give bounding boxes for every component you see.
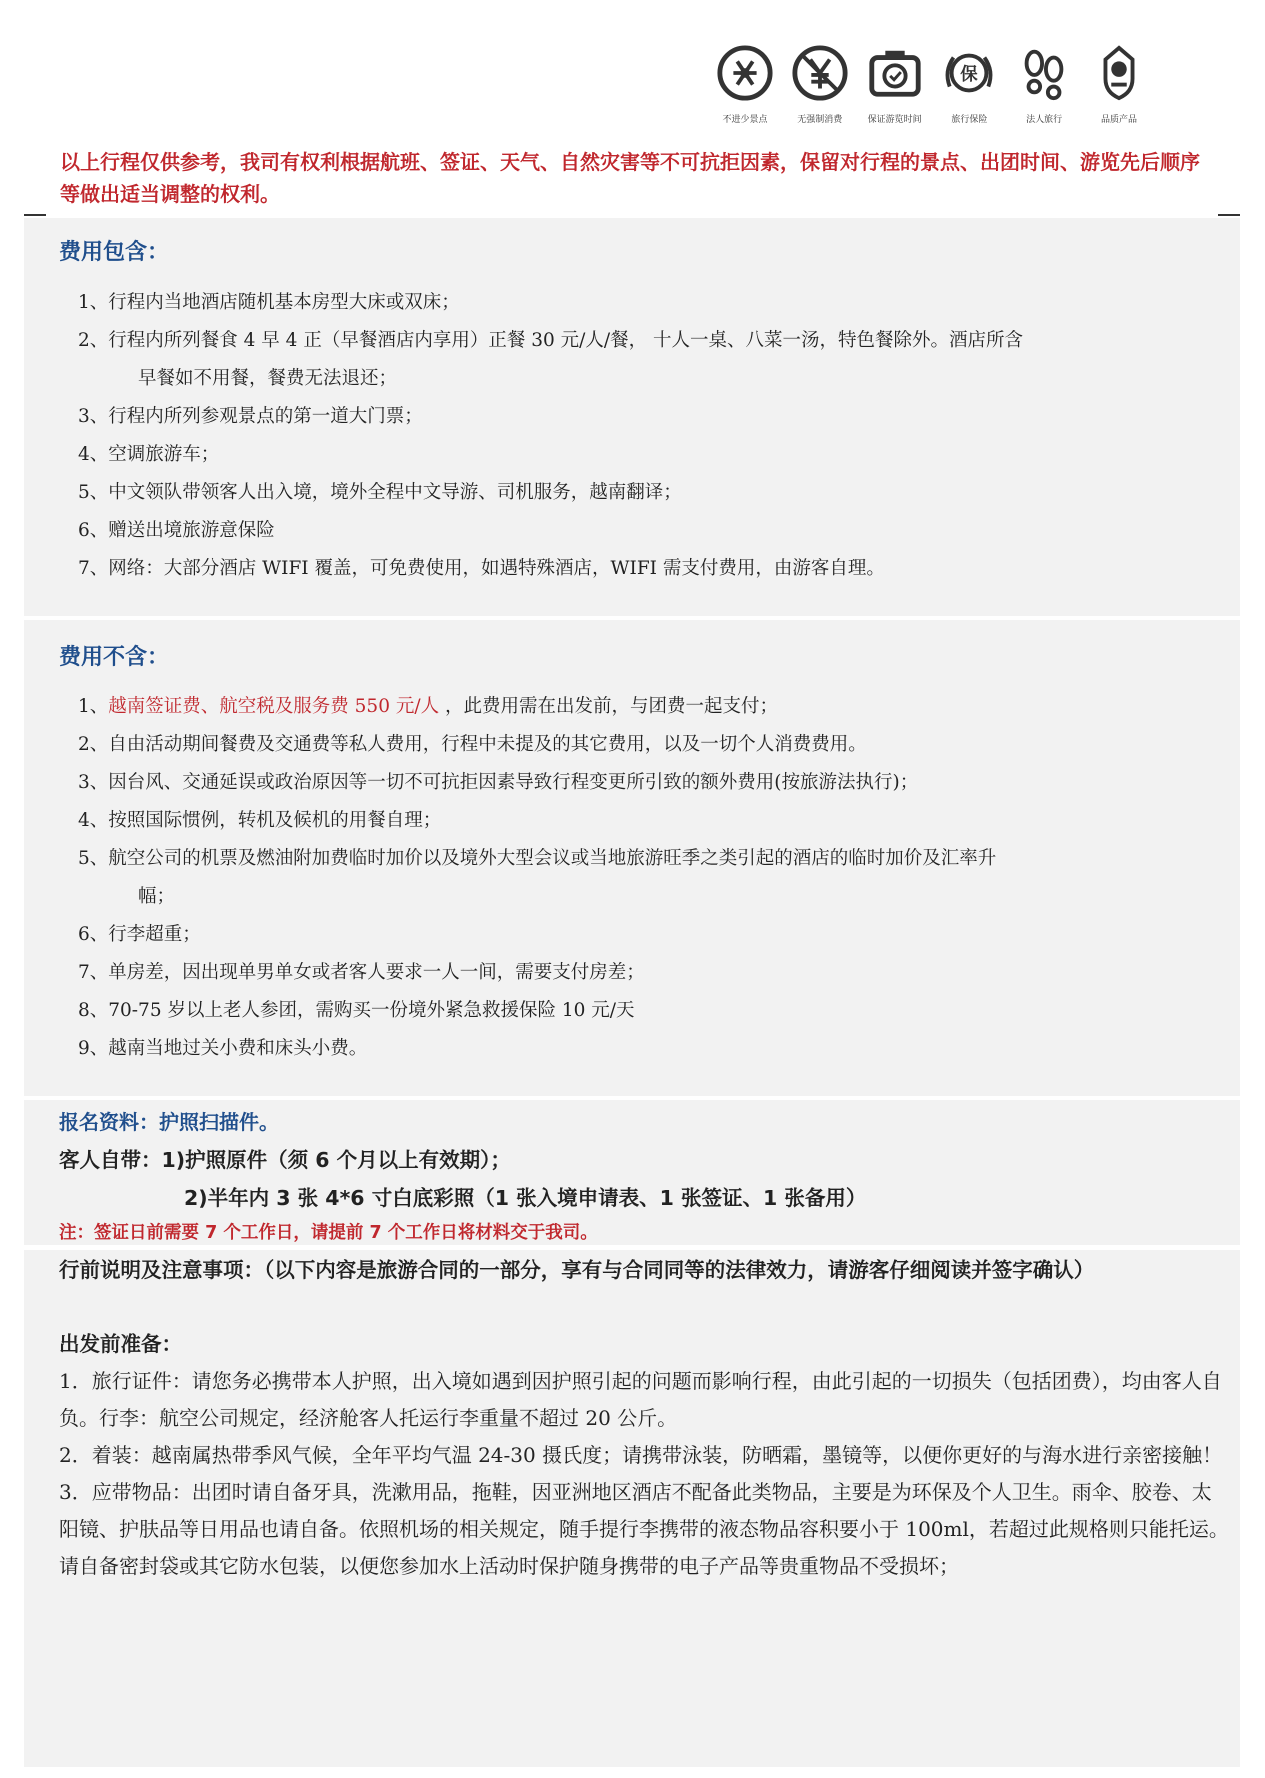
divider-right	[1218, 214, 1240, 216]
list-item: 4、按照国际惯例，转机及候机的用餐自理；	[78, 810, 442, 831]
badge-caption: 旅行保险	[951, 115, 988, 125]
visa-notice: 注：签证日前需要 7 个工作日，请提前 7 个工作日将材料交于我司。	[59, 1223, 598, 1243]
guarantee-camera-icon	[866, 44, 924, 102]
itinerary-disclaimer: 以上行程仅供参考，我司有权利根据航班、签证、天气、自然灾害等不可抗拒因素，保留对行程的景点、出团时间、游览先后顺序等做出适当调整的权利。	[60, 150, 1200, 206]
list-item: 1、行程内当地酒店随机基本房型大床或双床；	[78, 292, 460, 313]
list-item: 7、网络：大部分酒店 WIFI 覆盖，可免费使用，如遇特殊酒店，WIFI 需支付费用，由游客自理。	[78, 558, 885, 579]
list-item: 5、中文领队带领客人出入境，境外全程中文导游、司机服务，越南翻译；	[78, 482, 682, 503]
service-badges	[712, 44, 1152, 134]
paragraph: 2．着装：越南属热带季风气候，全年平均气温 24-30 摄氏度；请携带泳装，防晒霜，墨镜等，以便你更好的与海水进行亲密接触！	[59, 1443, 1223, 1467]
badge-footprints	[1011, 44, 1077, 134]
list-item: 3、行程内所列参观景点的第一道大门票；	[78, 406, 423, 427]
footprints-icon	[1015, 44, 1073, 102]
notes-section	[24, 1250, 1240, 1767]
list-item-text: ，此费用需在出发前，与团费一起支付；	[439, 696, 778, 717]
badge-caption: 品质产品	[1100, 115, 1137, 125]
notes-title: 行前说明及注意事项：（以下内容是旅游合同的一部分，享有与合同同等的法律效力，请游客仔细阅读并签字确认）	[59, 1258, 1095, 1282]
list-item-number: 1、	[78, 696, 109, 717]
self-bring-passport: 客人自带：1)护照原件（须 6 个月以上有效期）；	[59, 1148, 511, 1172]
list-item	[78, 688, 1228, 726]
badge-caption: 无强制消费	[797, 115, 843, 125]
svg-text:保: 保	[960, 64, 979, 85]
badge-caption: 法人旅行	[1026, 115, 1063, 125]
badge-no-shopping	[712, 44, 778, 134]
badge-caption: 不进少景点	[722, 115, 768, 125]
list-item: 3、因台风、交通延误或政治原因等一切不可抗拒因素导致行程变更所引致的额外费用(按旅游法执行)；	[78, 772, 919, 793]
list-item: 早餐如不用餐，餐费无法退还；	[138, 368, 398, 389]
paragraph: 1．旅行证件：请您务必携带本人护照，出入境如遇到因护照引起的问题而影响行程，由此引起的一切损失（包括团费），均由客人自负。行李：航空公司规定，经济舱客人托运行李重量不超过 20 公斤。	[59, 1369, 1222, 1430]
registration-materials: 报名资料：护照扫描件。	[59, 1110, 279, 1134]
registration-section	[24, 1100, 1240, 1245]
excluded-list	[78, 688, 1228, 1068]
list-item: 幅；	[138, 886, 176, 907]
badge-insurance	[936, 44, 1002, 134]
paragraph: 3．应带物品：出团时请自备牙具，洗漱用品，拖鞋，因亚洲地区酒店不配备此类物品，主要是为环保及个人卫生。雨伞、胶卷、太阳镜、护肤品等日用品也请自备。依照机场的相关规定，随手提行李携带的液态物品容积要小于 100ml，若超过此规格则只能托运。请自备密封袋或其它防水包装，以便您参加水上活动时保护随身携带的电子产品等贵重物品不受损坏；	[59, 1480, 1229, 1578]
list-item: 2、行程内所列餐食 4 早 4 正（早餐酒店内享用）正餐 30 元/人/餐， 十人一桌、八菜一汤，特色餐除外。酒店所含	[78, 330, 1023, 351]
badge-no-forced-fee	[787, 44, 853, 134]
list-item: 2、自由活动期间餐费及交通费等私人费用，行程中未提及的其它费用，以及一切个人消费费用。	[78, 734, 867, 755]
included-section	[24, 218, 1240, 616]
list-item: 4、空调旅游车；	[78, 444, 220, 465]
premium-product-icon	[1090, 44, 1148, 102]
visa-fee-highlight: 越南签证费、航空税及服务费 550 元/人	[108, 696, 440, 717]
no-forced-fee-icon	[791, 44, 849, 102]
badge-guarantee	[862, 44, 928, 134]
excluded-section	[24, 620, 1240, 1096]
divider-left	[24, 214, 46, 216]
list-item: 5、航空公司的机票及燃油附加费临时加价以及境外大型会议或当地旅游旺季之类引起的酒店的临时加价及汇率升	[78, 848, 997, 869]
badge-caption: 保证游览时间	[867, 115, 922, 125]
self-bring-photos: 2)半年内 3 张 4*6 寸白底彩照（1 张入境申请表、1 张签证、1 张备用）	[184, 1186, 867, 1210]
notes-body	[59, 1252, 1229, 1585]
included-title: 费用包含：	[59, 240, 170, 265]
list-item: 8、70-75 岁以上老人参团，需购买一份境外紧急救援保险 10 元/天	[78, 1000, 635, 1021]
included-list	[78, 284, 1228, 588]
list-item: 9、越南当地过关小费和床头小费。	[78, 1038, 368, 1059]
insurance-shield-icon	[940, 44, 998, 102]
excluded-title: 费用不含：	[59, 645, 170, 670]
spacer	[59, 1289, 1229, 1326]
badge-premium	[1086, 44, 1152, 134]
list-item: 6、赠送出境旅游意保险	[78, 520, 275, 541]
no-shopping-icon	[716, 44, 774, 102]
list-item: 6、行李超重；	[78, 924, 201, 945]
prep-title: 出发前准备：	[59, 1332, 182, 1356]
list-item: 7、单房差，因出现单男单女或者客人要求一人一间，需要支付房差；	[78, 962, 645, 983]
